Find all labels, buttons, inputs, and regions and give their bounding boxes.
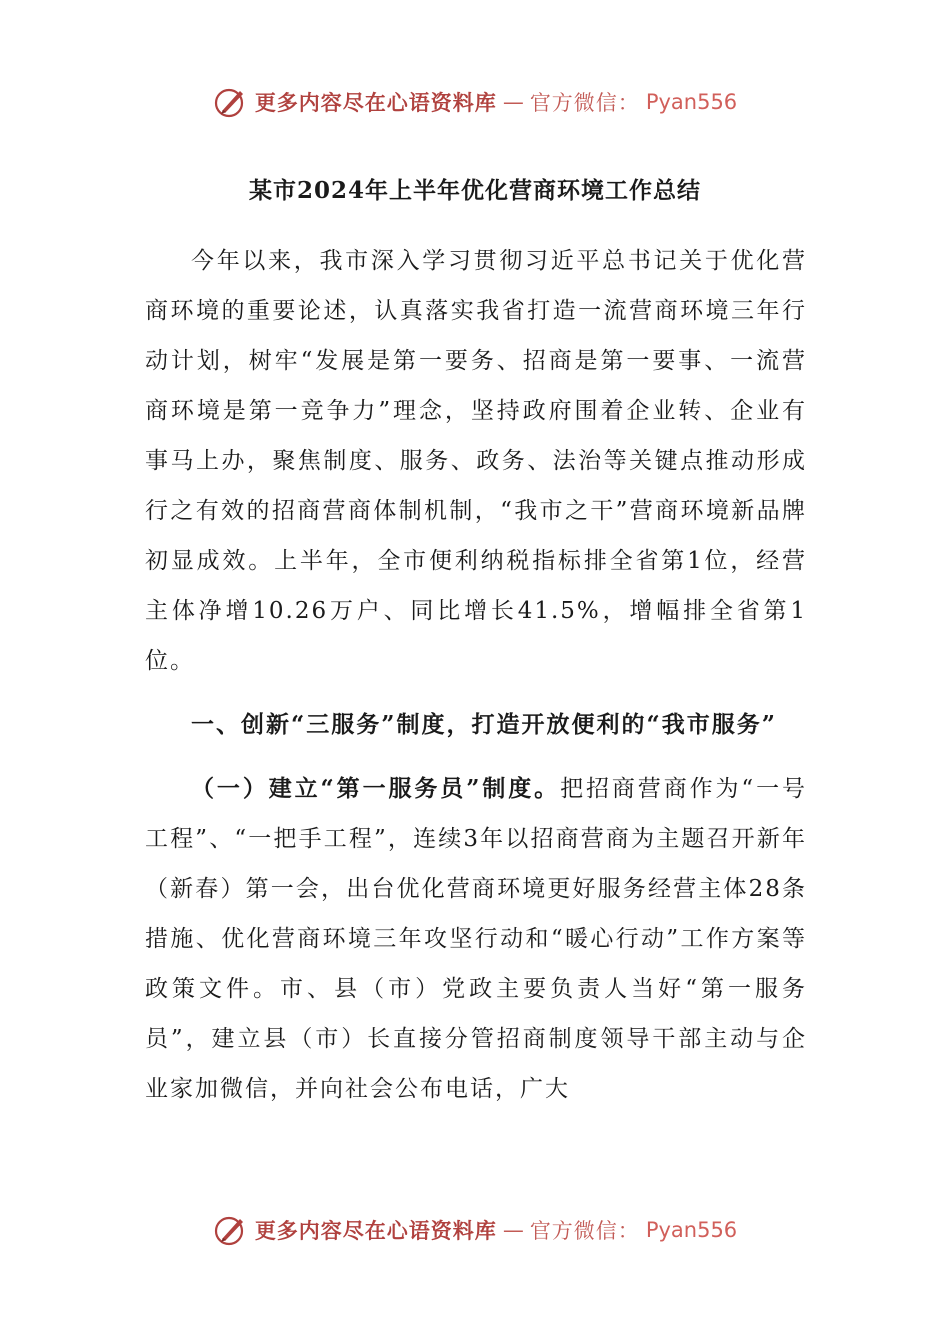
subsection-body: 把招商营商作为“一号工程”、“一把手工程”，连续3年以招商营商为主题召开新年（新春）第一会，出台优化营商环境更好服务经营主体28条措施、优化营商环境三年攻坚行动和“暖心行动”工作方案等政策文件。市、县（市）党政主要负责人当好“第一服务员”，建立县（市）长直接分管招商制度领导干部主动与企业家加微信，并向社会公布电话，广大 [145, 776, 807, 1102]
document-title: 某市2024年上半年优化营商环境工作总结 [248, 177, 701, 204]
document-body [145, 236, 807, 1114]
banner-separator: — [502, 90, 524, 114]
header-watermark-banner [0, 82, 950, 122]
banner-brand-text: 更多内容尽在心语资料库 [254, 1219, 497, 1243]
intro-paragraph: 今年以来，我市深入学习贯彻习近平总书记关于优化营商环境的重要论述，认真落实我省打造一流营商环境三年行动计划，树牢“发展是第一要务、招商是第一要事、一流营商环境是第一竞争力”理念，坚持政府围着企业转、企业有事马上办，聚焦制度、服务、政务、法治等关键点推动形成行之有效的招商营商体制机制，“我市之干”营商环境新品牌初显成效。上半年，全市便利纳税指标排全省第1位，经营主体净增10.26万户、同比增长41.5%，增幅排全省第1位。 [145, 248, 807, 674]
quill-pen-circle-icon [213, 1212, 249, 1248]
banner-wechat-label: 官方微信： [529, 91, 640, 115]
banner-wechat-label: 官方微信： [529, 1219, 640, 1243]
banner-separator: — [502, 1218, 524, 1242]
quill-pen-circle-icon [213, 84, 249, 120]
banner-wechat-id: Pyan556 [645, 1218, 738, 1242]
footer-watermark-banner [0, 1210, 950, 1250]
banner-brand-text: 更多内容尽在心语资料库 [254, 91, 497, 115]
banner-wechat-id: Pyan556 [645, 90, 738, 114]
section-heading: 一、创新“三服务”制度，打造开放便利的“我市服务” [191, 711, 777, 738]
subsection-heading: （一）建立“第一服务员”制度。 [191, 775, 561, 802]
subsection-paragraph [145, 764, 807, 1114]
